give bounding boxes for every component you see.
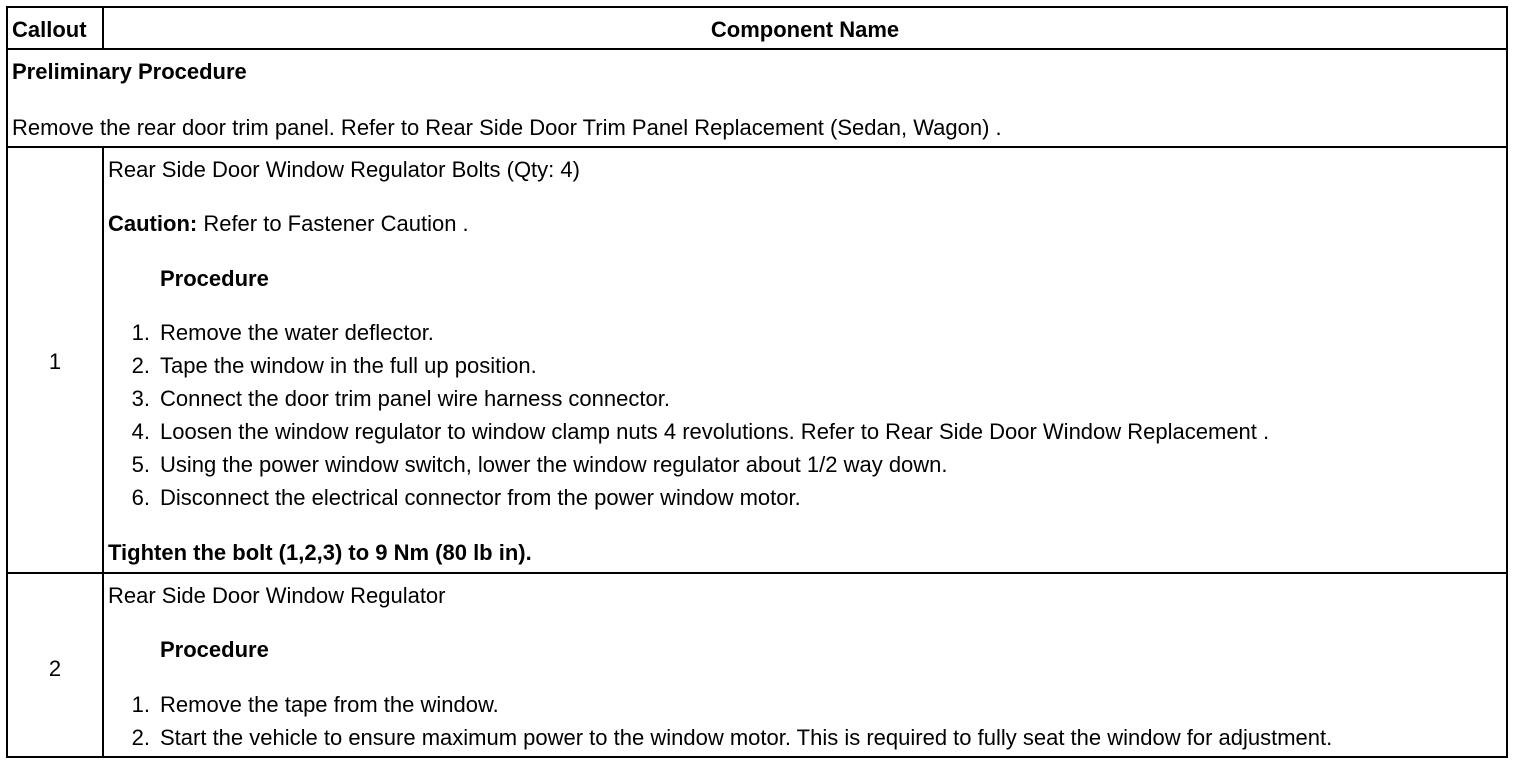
procedure-table [6,6,1508,758]
step-number: 4. [131,419,150,444]
step-number: 6. [131,485,150,510]
step-text: Start the vehicle to ensure maximum power to the window motor. This is required to fully seat the window for adjustment. [160,725,1333,750]
step-text: Tape the window in the full up position. [160,353,537,378]
row-divider [8,572,1506,574]
step-number: 5. [131,452,150,477]
row-1-title: Rear Side Door Window Regulator Bolts (Qty: 4) [108,157,580,182]
row-2-procedure-label: Procedure [160,637,269,662]
step-number: 3. [131,386,150,411]
step-number: 2. [131,353,150,378]
preliminary-divider [8,146,1506,148]
header-callout: Callout [12,17,87,42]
row-1-procedure-label: Procedure [160,266,269,291]
header-component-name: Component Name [710,17,900,42]
header-divider [8,48,1506,50]
step-text: Loosen the window regulator to window clamp nuts 4 revolutions. Refer to Rear Side Door Window Replacement . [160,419,1270,444]
step-text: Connect the door trim panel wire harness connector. [160,386,670,411]
step-text: Remove the tape from the window. [160,692,499,717]
caution-text: Refer to Fastener Caution . [197,211,469,236]
row-1-caution [108,212,469,236]
preliminary-text: Remove the rear door trim panel. Refer to Rear Side Door Trim Panel Replacement (Sedan, Wagon) . [12,115,1002,140]
caution-label: Caution: [108,211,198,236]
row-2-callout: 2 [48,656,62,681]
step-number: 1. [131,320,150,345]
preliminary-title: Preliminary Procedure [12,59,247,84]
step-text: Remove the water deflector. [160,320,434,345]
step-number: 2. [131,725,150,750]
row-1-torque: Tighten the bolt (1,2,3) to 9 Nm (80 lb in). [108,540,532,565]
step-text: Using the power window switch, lower the window regulator about 1/2 way down. [160,452,948,477]
row-2-title: Rear Side Door Window Regulator [108,583,446,608]
row-1-callout: 1 [48,349,62,374]
step-text: Disconnect the electrical connector from the power window motor. [160,485,801,510]
callout-column-divider [102,146,104,756]
step-number: 1. [131,692,150,717]
